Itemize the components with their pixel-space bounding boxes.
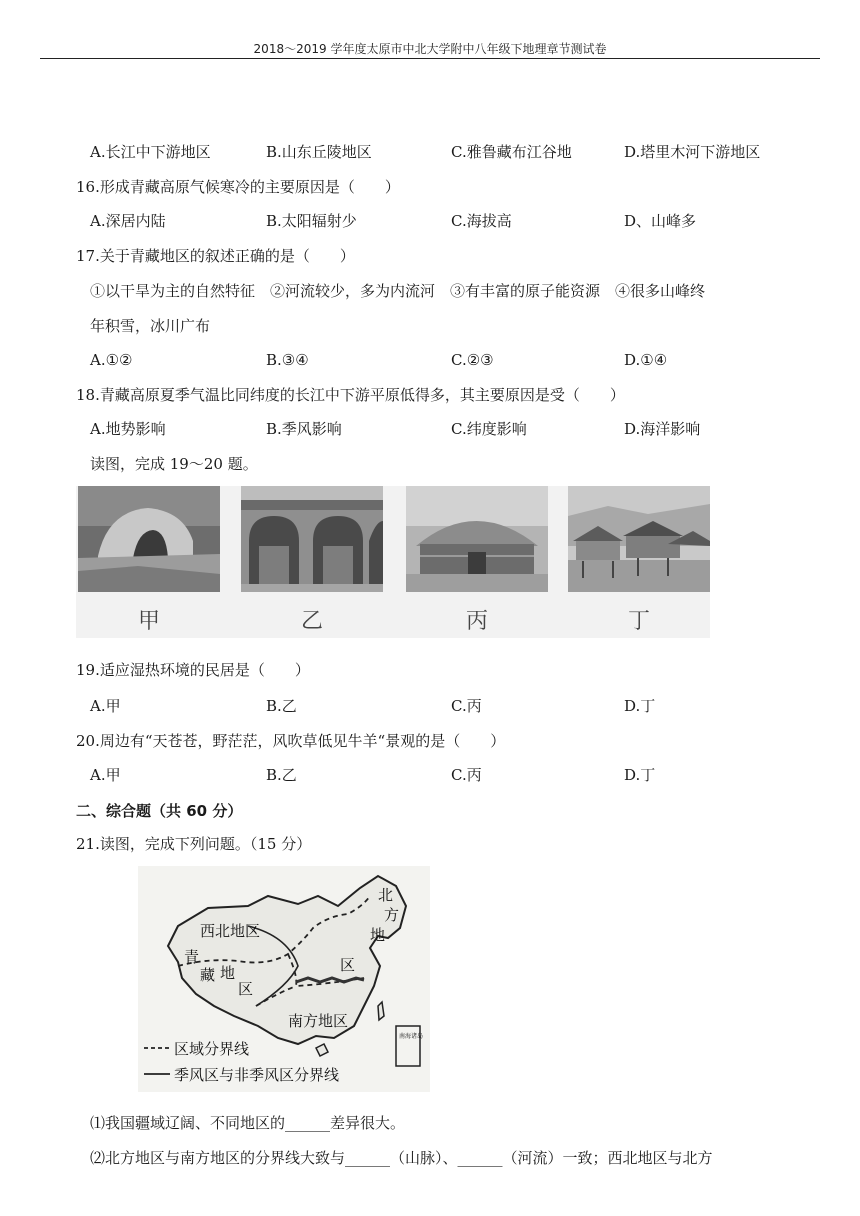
q18-option-a: A.地势影响 <box>90 420 166 438</box>
legend-monsoon-boundary: 季风区与非季风区分界线 <box>174 1066 340 1084</box>
q19-stem: 19.适应湿热环境的民居是（ ） <box>76 661 310 679</box>
map-label-inset: 南海诸岛 <box>399 1033 424 1040</box>
photo-label-bing: 丙 <box>465 609 488 634</box>
stilt-house-image <box>568 486 710 592</box>
header-rule <box>40 58 820 59</box>
q18-option-c: C.纬度影响 <box>451 420 527 438</box>
yurt-image <box>406 486 548 592</box>
q21-part2: ⑵北方地区与南方地区的分界线大致与______（山脉）、______（河流）一致；西北地区与北方 <box>90 1149 713 1167</box>
q17-stem: 17.关于青藏地区的叙述正确的是（ ） <box>76 247 355 265</box>
q16-option-d: D、山峰多 <box>624 212 697 230</box>
map-label-qingzang-3: 地 <box>220 964 236 982</box>
photo-ding <box>568 486 710 592</box>
dwelling-photos <box>76 486 710 638</box>
q20-option-c: C.丙 <box>451 766 482 784</box>
q16-option-c: C.海拔高 <box>451 212 512 230</box>
q20-stem: 20.周边有“天苍苍，野茫茫，风吹草低见牛羊“景观的是（ ） <box>76 732 506 750</box>
map-label-qingzang-2: 藏 <box>200 966 216 984</box>
q19-option-a: A.甲 <box>90 697 121 715</box>
q15-option-c: C.雅鲁藏布江谷地 <box>451 143 572 161</box>
cave-dwelling-image <box>78 486 220 592</box>
q15-option-a: A.长江中下游地区 <box>90 143 211 161</box>
photo-label-yi: 乙 <box>300 609 323 634</box>
legend-region-boundary: 区域分界线 <box>174 1040 250 1058</box>
q15-option-d: D.塔里木河下游地区 <box>624 143 761 161</box>
map-label-north-1: 北 <box>378 886 394 904</box>
read-prompt: 读图，完成 19～20 题。 <box>90 455 258 473</box>
map-label-north-2: 方 <box>384 906 400 924</box>
map-label-south: 南方地区 <box>288 1012 349 1030</box>
photo-yi <box>241 486 383 592</box>
q17-option-a: A.①② <box>90 351 133 369</box>
china-outline-map <box>138 866 430 1092</box>
q18-option-b: B.季风影响 <box>266 420 342 438</box>
china-regions-map <box>138 866 430 1092</box>
photo-bing <box>406 486 548 592</box>
q18-stem: 18.青藏高原夏季气温比同纬度的长江中下游平原低得多，其主要原因是受（ ） <box>76 386 625 404</box>
q17-statements-line1: ①以干旱为主的自然特征 ②河流较少，多为内流河 ③有丰富的原子能资源 ④很多山峰终 <box>90 282 706 300</box>
arched-house-image <box>241 486 383 592</box>
q16-stem: 16.形成青藏高原气候寒冷的主要原因是（ ） <box>76 178 400 196</box>
q17-option-d: D.①④ <box>624 351 668 369</box>
q17-option-c: C.②③ <box>451 351 494 369</box>
q19-option-b: B.乙 <box>266 697 297 715</box>
q16-option-a: A.深居内陆 <box>90 212 166 230</box>
map-label-north-4: 区 <box>340 956 356 974</box>
q19-option-d: D.丁 <box>624 697 656 715</box>
q21-stem: 21.读图，完成下列问题。（15 分） <box>76 835 312 853</box>
q16-option-b: B.太阳辐射少 <box>266 212 357 230</box>
south-sea-inset <box>396 1026 420 1066</box>
map-label-north-3: 地 <box>370 926 386 944</box>
page-header: 2018～2019 学年度太原市中北大学附中八年级下地理章节测试卷 <box>253 42 607 56</box>
photo-label-ding: 丁 <box>627 609 650 634</box>
photo-label-jia: 甲 <box>137 609 160 634</box>
q20-option-a: A.甲 <box>90 766 121 784</box>
q17-statements-line2: 年积雪，冰川广布 <box>90 317 211 335</box>
section2-title: 二、综合题（共 60 分） <box>76 802 243 820</box>
photo-jia <box>78 486 220 592</box>
map-label-northwest: 西北地区 <box>200 922 261 940</box>
q19-option-c: C.丙 <box>451 697 482 715</box>
q17-option-b: B.③④ <box>266 351 309 369</box>
map-label-qingzang-4: 区 <box>238 980 254 998</box>
map-label-qingzang-1: 青 <box>184 948 200 966</box>
q20-option-d: D.丁 <box>624 766 656 784</box>
q18-option-d: D.海洋影响 <box>624 420 701 438</box>
q21-part1: ⑴我国疆域辽阔、不同地区的______差异很大。 <box>90 1114 406 1132</box>
q20-option-b: B.乙 <box>266 766 297 784</box>
q15-option-b: B.山东丘陵地区 <box>266 143 372 161</box>
